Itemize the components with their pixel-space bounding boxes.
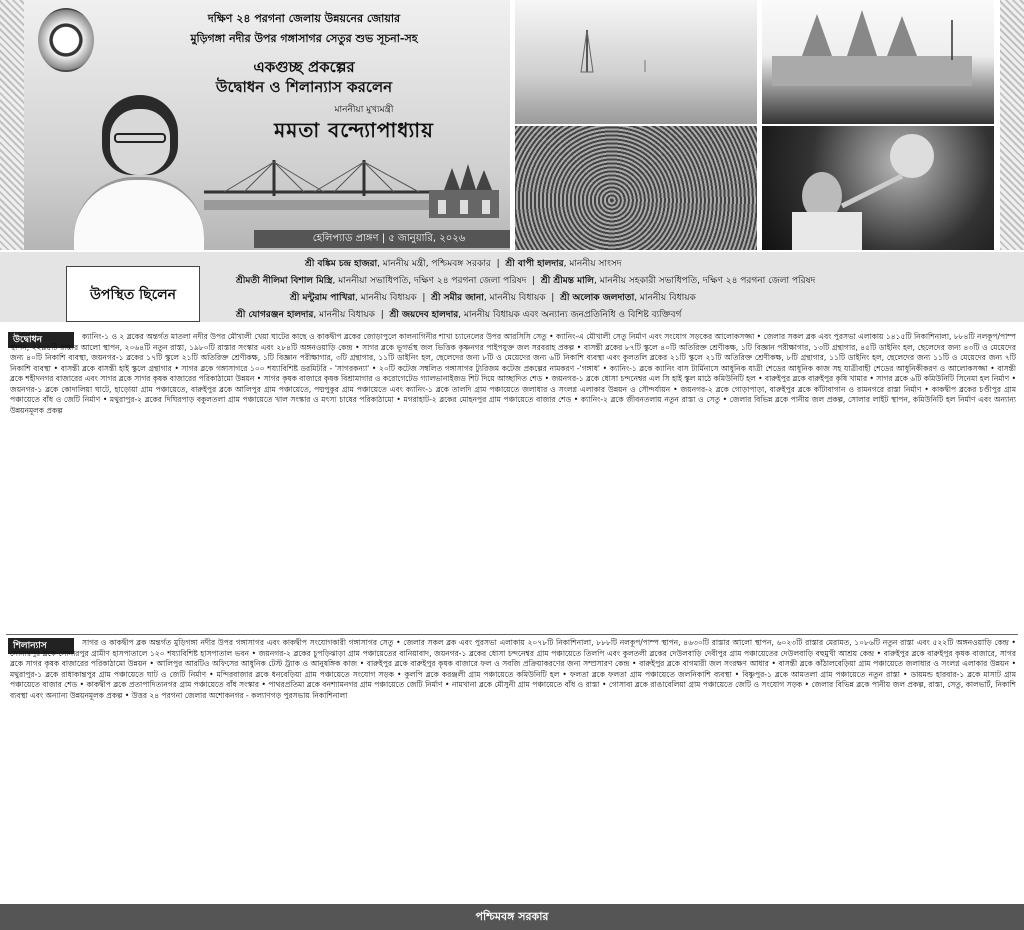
ornamental-border-left [0,0,24,250]
attendee-role: , মাননীয় বিধায়ক [313,310,375,320]
attendee-line-2: শ্রীমতী নীলিমা বিশাল মিস্ত্রি, মাননীয়া সভাধিপতি, দক্ষিণ ২৪ পরগনা জেলা পরিষদ | শ্রী শ্রীমন্ত মালি, মাননীয় সহকারী সভাধিপতি, দক্ষিণ ২৪ পরগনা জেলা পরিষদ [236,276,816,286]
attendee-role: , মাননীয় বিধায়ক [634,293,696,303]
attendees-heading: উপস্থিত ছিলেন [66,266,200,322]
spectacles-icon [114,133,166,143]
government-emblem-icon [38,8,94,72]
headline-line-4: উদ্বোধন ও শিলান্যাস করলেন [215,78,393,96]
attendee-name: শ্রীমতী নীলিমা বিশাল মিস্ত্রি [236,276,333,286]
attendee-role: , মাননীয় বিধায়ক [355,293,417,303]
foundation-section-label: শিলান্যাস [8,638,74,654]
headline-line-2: মুড়িগঙ্গা নদীর উপর গঙ্গাসাগর সেতুর শুভ সূচনা-সহ [190,32,418,45]
attendee-role: , মাননীয় সহকারী সভাধিপতি, দক্ষিণ ২৪ পরগনা জেলা পরিষদ [594,276,816,286]
attendee-name: শ্রী শ্রীমন্ত মালি [540,276,594,286]
temple-illustration-icon [424,160,504,220]
attendee-name: শ্রী বঙ্কিম চন্দ্র হাজরা [305,259,378,269]
attendee-role: , মাননীয়া সভাধিপতি, দক্ষিণ ২৪ পরগনা জেলা পরিষদ [332,276,527,286]
headline-line-1: দক্ষিণ ২৪ পরগনা জেলায় উন্নয়নের জোয়ার [207,12,401,25]
bridge-illustration-icon [204,150,434,210]
cm-title: মাননীয়া মুখ্যমন্ত্রী [334,105,394,115]
photo-pilgrim-crowd [515,126,757,250]
attendee-name: শ্রী জয়দেব হালদার [389,310,459,320]
attendee-name: শ্রী সমীর জানা [431,293,484,303]
attendee-name: শ্রী মন্টুরাম পাখিরা [290,293,356,303]
attendee-line-4: শ্রী যোগরঞ্জন হালদার, মাননীয় বিধায়ক | শ্রী জয়দেব হালদার, মাননীয় বিধায়ক এবং অন্যান্য জনপ্রতিনিধি ও বিশিষ্ট ব্যক্তিবর্গ [236,310,682,320]
cm-name: মমতা বন্দ্যোপাধ্যায় [274,118,434,142]
attendee-name: শ্রী যোগরঞ্জন হালদার [236,310,314,320]
attendee-line-3: শ্রী মন্টুরাম পাখিরা, মাননীয় বিধায়ক | শ্রী সমীর জানা, মাননীয় বিধায়ক | শ্রী অলোক জলদাতা, মাননীয় বিধায়ক [290,293,696,303]
venue-date: হেলিপ্যাড প্রাঙ্গণ | ৫ জানুয়ারি, ২০২৬ [254,230,510,248]
section-divider [6,634,1018,635]
banner [0,0,1024,250]
hero-panel [24,0,510,250]
photo-cm-performing-arti [762,126,994,250]
headline-line-3: একগুচ্ছ প্রকল্পের [253,58,355,76]
attendee-name: শ্রী বাপী হালদার [505,259,564,269]
footer-government-name: পশ্চিমবঙ্গ সরকার [0,904,1024,930]
attendee-role: , মাননীয় বিধায়ক [483,293,546,303]
attendee-role: , মাননীয় মন্ত্রী, পশ্চিমবঙ্গ সরকার [377,259,491,269]
attendee-role: , মাননীয় সাংসদ [563,259,622,269]
inauguration-project-list: ক্যানিং-১ ও ২ ব্লকের অন্তর্গত মাতলা নদীর উপর মৌখালী খেয়া ঘাটের কাছে ও কাকদ্বীপ ব্লকের জোড়াপুলে কালনাগিনীর শাখা চ্যানেলের উপর আরসিসি সেতু • ক্যানিং-এ মৌখালী সেতু নির্মাণ এবং সংযোগ সড়কের আলোকসজ্জা • জেলার সকল ব্লক এবং পুরসভা এলাকায় ১৪১৫টি নিকাশিনালা, ৮৮৪টি নলকূপ/পাম্প স্থাপন, ২২৯৫টি রাস্তার আলো স্থাপন, ২০৬৪টি নতুন রাস্তা, ১৯৮০টি রাস্তার সংস্কার এবং ২৮৪টি অঙ্গনওয়াড়ি কেন্দ্র • সাগর ব্লকে ভূগর্ভস্থ জল ভিত্তিক কৃষ্ণনগর পাইপযুক্ত জল সরবরাহ প্রকল্প • বাসন্তী ব্লকের ৮৭টি স্কুলে ৪০টি অতিরিক্ত শ্রেণীকক্ষ, ১টি বিজ্ঞান পরীক্ষাগার, ১৩টি গ্রন্থাগার, ৪৫টি ডাইনিং হল, ছেলেদের জন্য ৪৩টি ও মেয়েদের জন্য ৪০টি নিকাশি ব্যবস্থা, জয়নগর-১ ব্লকের ১৭টি স্কুলে ২১টি অতিরিক্ত শ্রেণীকক্ষ, ১টি বিজ্ঞান পরীক্ষাগার, ৩টি গ্রন্থাগার, ১১টি ডাইনিং হল, ছেলেদের জন্য ৮টি ও মেয়েদের জন্য ৬টি নিকাশি ব্যবস্থা এবং কুলতলি ব্লকের ২১টি স্কুলে ২১টি অতিরিক্ত শ্রেণীকক্ষ, ৮টি গ্রন্থাগার, ১১টি ডাইনিং হল, ছেলেদের জন্য ১১টি ও মেয়েদের জন্য ৭টি নিকাশি ব্যবস্থা • বাসন্তী ব্লকে বাসন্তী হাই স্কুলে গ্রন্থাগার • সাগর ব্লকে গঙ্গাসাগরে ১০০ শয্যাবিশিষ্ট ডরমিটরি - 'সাগরকন্যা' • ২০টি কটেজ সম্বলিত গঙ্গাসাগর ট্যুরিজম কটেজ প্রকল্পের নামকরণ -'গঙ্গাধ' • ক্যানিং-১ ব্লকে ক্যানিং বাস টার্মিনাসে আধুনিক যাত্রী শেডের আধুনিক কাজ সহ যাত্রীবাহী শেডের আধুনিকীকরণ ও আলোকসজ্জা • বাসন্তী ব্লকে শহীদনগর বাজারের এবং সাগর ব্লকে সাগর কৃষক বাজারের পরিকাঠামো উন্নয়ন • সাগর কৃষক বাজারে কৃষক বিশ্রামাগার ও করোগেটেড গ্যালভানাইজড শিট দিয়ে আচ্ছাদিত শেড • জয়নগর-১ ব্লকে ধোসা চন্দনেশ্বর এল সি হাই স্কুল মাঠে কমিউনিটি হল • বারুইপুর ব্লকে বারুইপুর কৃষি খামার • সাগর ব্লকে ৬টি কমিউনিটি সিনেমা হল নির্মাণ • জয়নগর-১ ব্লকে কোদালিয়া ঘাটে, হাড়োয়া গ্রাম পঞ্চায়েতে, বারুইপুর ব্লকে আলিপুর গ্রাম পঞ্চায়েতে, পদ্মপুকুর গ্রাম পঞ্চায়েতে এবং ক্যানিং-১ ব্লকে তালদি গ্রাম পঞ্চায়েতে জলাধার ও সংলগ্ন এলাকার উন্নয়ন ও সৌন্দর্যায়ন • জয়নগর-২ ব্লকে গোড়াপাড়া, বারুইপুর ব্লকে কাঁটাবাগান ও রামনগরে রাস্তা নির্মাণ • কাকদ্বীপ ব্লকের চণ্ডীপুর গ্রাম পঞ্চায়েতে বাঁধ ও জেটি নির্মাণ • মথুরাপুর-২ ব্লকের দিঘিরপাড় বকুলতলা গ্রাম পঞ্চায়েতে খাল সংস্কার ও মৎস্য চাষের পরিকাঠামো • মগরাহাট-২ ব্লকের মোহনপুর গ্রাম পঞ্চায়েতে বাজার শেড • ক্যানিং-২ ব্লকে জীবনতলায় নতুন রাস্তা ও সেতু • জেলার বিভিন্ন ব্লকে পানীয় জল প্রকল্প, সোলার লাইট স্থাপন, কমিউনিটি হল নির্মাণ এবং অন্যান্য উন্নয়নমূলক প্রকল্প [10,332,1016,415]
photo-kapil-muni-temple [762,0,994,124]
attendee-name: শ্রী অলোক জলদাতা [560,293,635,303]
foundation-project-list: সাগর ও কাকদ্বীপ ব্লক অন্তর্গত মুড়িগঙ্গা নদীর উপর গঙ্গাসাগর এবং কাকদ্বীপ সংযোগকারী গঙ্গাসাগর সেতু • জেলার সকল ব্লক এবং পুরসভা এলাকায় ২০৭৮টি নিকাশিনালা, ৮৮৮টি নলকূপ/পাম্প স্থাপন, ৪৬৩০টি রাস্তার আলো স্থাপন, ৬০২৩টি রাস্তার মেরামত, ১০৮৬টি নতুন রাস্তা এবং ৫২২টি অঙ্গনওয়াড়ি কেন্দ্র • সোনারপুর ব্লকে সোনারপুর গ্রামীণ হাসপাতালে ১২০ শয্যাবিশিষ্ট হাসপাতাল ভবন • জয়নগর-২ ব্লকের চুপড়িঝাড়া গ্রাম পঞ্চায়েতের বানিয়াবাদ, জয়নগর-১ ব্লকের ধোসা চন্দনেশ্বর গ্রাম পঞ্চায়েতে তিলপি এবং কুলতলী ব্লকের দেউলবাড়ি দেবীপুর গ্রাম পঞ্চায়েতের দেউলবাড়ি বহুমুখী আশ্রয় কেন্দ্র • বারুইপুর ব্লকে বারুইপুর কৃষক বাজারে, সাগর ব্লকে সাগর কৃষক বাজারের পরিকাঠামো উন্নয়ন • আলিপুর আরটিও অফিসের আধুনিক টেস্ট ট্র্যাক ও আনুষঙ্গিক কাজ • বারুইপুর ব্লকে বারুইপুর কৃষক বাজারে ফল ও সবজি প্রক্রিয়াকরণের জন্য সম্প্রসারণ কেন্দ্র • বারুইপুর ব্লকে বাগমারী জল সংরক্ষণ আধার • বাসন্তী ব্লকে কাঁঠালবেড়িয়া গ্রাম পঞ্চায়েতে জলাধার ও সংলগ্ন এলাকার উন্নয়ন • মথুরাপুর-১ ব্লকে রাধাকান্তপুর গ্রাম পঞ্চায়েতে ঘাট ও জেটি নির্মাণ • মন্দিরবাজার ব্লকে ধনবেড়িয়া গ্রাম পঞ্চায়েতে সংযোগ সড়ক • কুলপি ব্লকে করঞ্জলী গ্রাম পঞ্চায়েতে কমিউনিটি হল • ফলতা ব্লকে ফলতা গ্রাম পঞ্চায়েতে জলনিকাশি ব্যবস্থা • বিষ্ণুপুর-১ ব্লকে আমতলা গ্রাম পঞ্চায়েতে নতুন রাস্তা • ডায়মন্ড হারবার-১ ব্লকে মাসাট গ্রাম পঞ্চায়েতে বাজার শেড • কাকদ্বীপ ব্লকে প্রতাপাদিত্যনগর গ্রাম পঞ্চায়েতে বাঁধ সংস্কার • পাথরপ্রতিমা ব্লকে বনশ্যামনগর গ্রাম পঞ্চায়েতে জেটি নির্মাণ • নামখানা ব্লকে মৌসুনী গ্রাম পঞ্চায়েতে বাঁধ ও রাস্তা • গোসাবা ব্লকে রাঙাবেলিয়া গ্রাম পঞ্চায়েতে জেটি ও সংযোগ সড়ক • জেলার বিভিন্ন ব্লকে পানীয় জল প্রকল্প, রাস্তা, সেতু, কালভার্ট, নিকাশি ব্যবস্থা এবং অন্যান্য উন্নয়নমূলক প্রকল্প • উত্তর ২৪ পরগনা জেলার অশোকনগর - কল্যাণগড় পুরসভায় নিকাশিনালা [10,638,1016,700]
attendee-line-1: শ্রী বঙ্কিম চন্দ্র হাজরা, মাননীয় মন্ত্রী, পশ্চিমবঙ্গ সরকার | শ্রী বাপী হালদার, মাননীয় সাংসদ [305,259,622,269]
attendee-role: , মাননীয় বিধায়ক এবং অন্যান্য জনপ্রতিনিধি ও বিশিষ্ট ব্যক্তিবর্গ [458,310,682,320]
photo-sea-view [515,0,757,124]
inauguration-section-label: উদ্বোধন [8,332,74,348]
ornamental-border-right [1000,0,1024,250]
chief-minister-portrait [74,95,204,250]
